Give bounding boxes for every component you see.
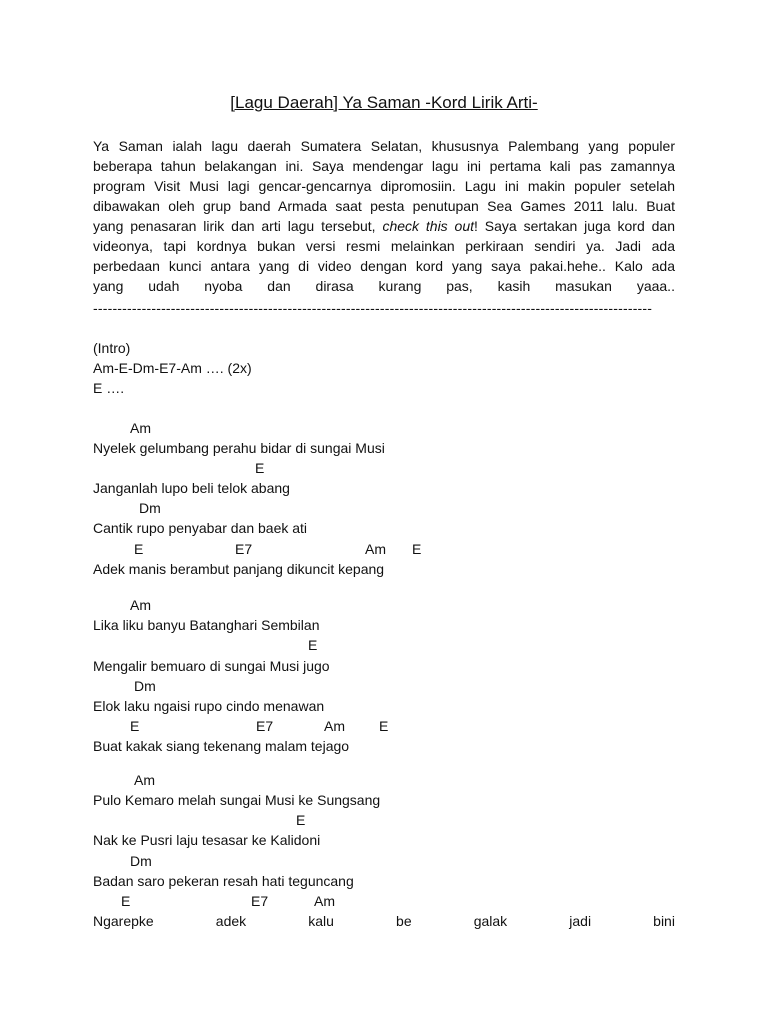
chord-label: E [379,718,389,734]
lyric-line: Nyelek gelumbang perahu bidar di sungai Musi [93,440,385,456]
paragraph-line: beberapa tahun belakangan ini. Saya mendengar lagu ini pertama kali pas zamannya [93,158,675,174]
check-this-out-emphasis: check this out [382,218,475,234]
lyric-line: Buat kakak siang tekenang malam tejago [93,738,350,754]
word: masukan [555,278,612,294]
word: kurang [378,278,422,294]
intro-chords: Am-E-Dm-E7-Am …. (2x) [93,360,252,376]
word: jadi [569,913,592,929]
lyric-line: Pulo Kemaro melah sungai Musi ke Sungsang [93,792,381,808]
word: nyoba [204,278,243,294]
paragraph-line: Ya Saman ialah lagu daerah Sumatera Selatan, khususnya Palembang yang populer [93,138,675,154]
chord-label: Am [130,597,151,613]
chord-label: E [130,718,140,734]
lyric-line: Janganlah lupo beli telok abang [93,480,290,496]
word: galak [473,913,508,929]
paragraph-text: yang penasaran lirik dan arti lagu tersebut, [93,218,383,234]
chord-label: E [412,541,422,557]
lyric-line: Nak ke Pusri laju tesasar ke Kalidoni [93,832,321,848]
chord-label: Am [130,420,151,436]
lyric-line: Elok laku ngaisi rupo cindo menawan [93,698,325,714]
paragraph-line: perbedaan kunci antara yang di video dengan kord yang saya pakai.hehe.. Kalo ada [93,258,675,274]
word: dirasa [315,278,354,294]
intro-tail: E …. [93,380,125,396]
paragraph-line [93,216,675,236]
chord-label: E [134,541,144,557]
chord-label: E7 [235,541,253,557]
chord-label: Am [324,718,345,734]
lyric-line [93,911,675,931]
chord-label: Dm [139,500,161,516]
word: kalu [308,913,334,929]
chord-label: E [308,637,318,653]
intro-paragraph [93,136,675,276]
lyric-line: Mengalir bemuaro di sungai Musi jugo [93,658,330,674]
intro-label: (Intro) [93,340,131,356]
chord-label: E [121,893,131,909]
paragraph-text: ! Saya sertakan juga kord dan [474,218,675,234]
lyric-line: Adek manis berambut panjang dikuncit kepang [93,561,385,577]
chord-label: Am [365,541,386,557]
chord-label: E [255,460,265,476]
chord-label: E7 [251,893,269,909]
chord-label: Dm [130,853,152,869]
lyric-line: Cantik rupo penyabar dan baek ati [93,520,308,536]
word: Ngarepke [93,913,154,929]
word: yang [93,278,124,294]
lyric-line: Lika liku banyu Batanghari Sembilan [93,617,320,633]
chord-label: Dm [134,678,156,694]
chord-label: Am [134,772,155,788]
paragraph-line: program Visit Musi lagi gencar-gencarnya dipromosiin. Lagu ini makin populer setelah [93,178,675,194]
word: dan [267,278,291,294]
paragraph-line: videonya, tapi kordnya bukan versi resmi melainkan perkiraan sendiri ya. Jadi ada [93,238,675,254]
chord-label: E7 [256,718,274,734]
word: be [396,913,412,929]
paragraph-last-line [93,276,675,296]
lyric-line: Badan saro pekeran resah hati teguncang [93,873,354,889]
separator-line: ------------------------------------------------------------------------------------------------------------------- [93,300,653,316]
word: udah [148,278,180,294]
chord-label: E [296,812,306,828]
paragraph-line: dibawakan oleh grup band Armada saat pesta penutupan Sea Games 2011 lalu. Buat [93,198,675,214]
word: bini [653,913,675,929]
chord-label: Am [314,893,335,909]
word: yaaa.. [636,278,675,294]
page-title: [Lagu Daerah] Ya Saman -Kord Lirik Arti- [230,93,538,112]
word: kasih [497,278,531,294]
word: adek [215,913,247,929]
word: pas, [446,278,473,294]
